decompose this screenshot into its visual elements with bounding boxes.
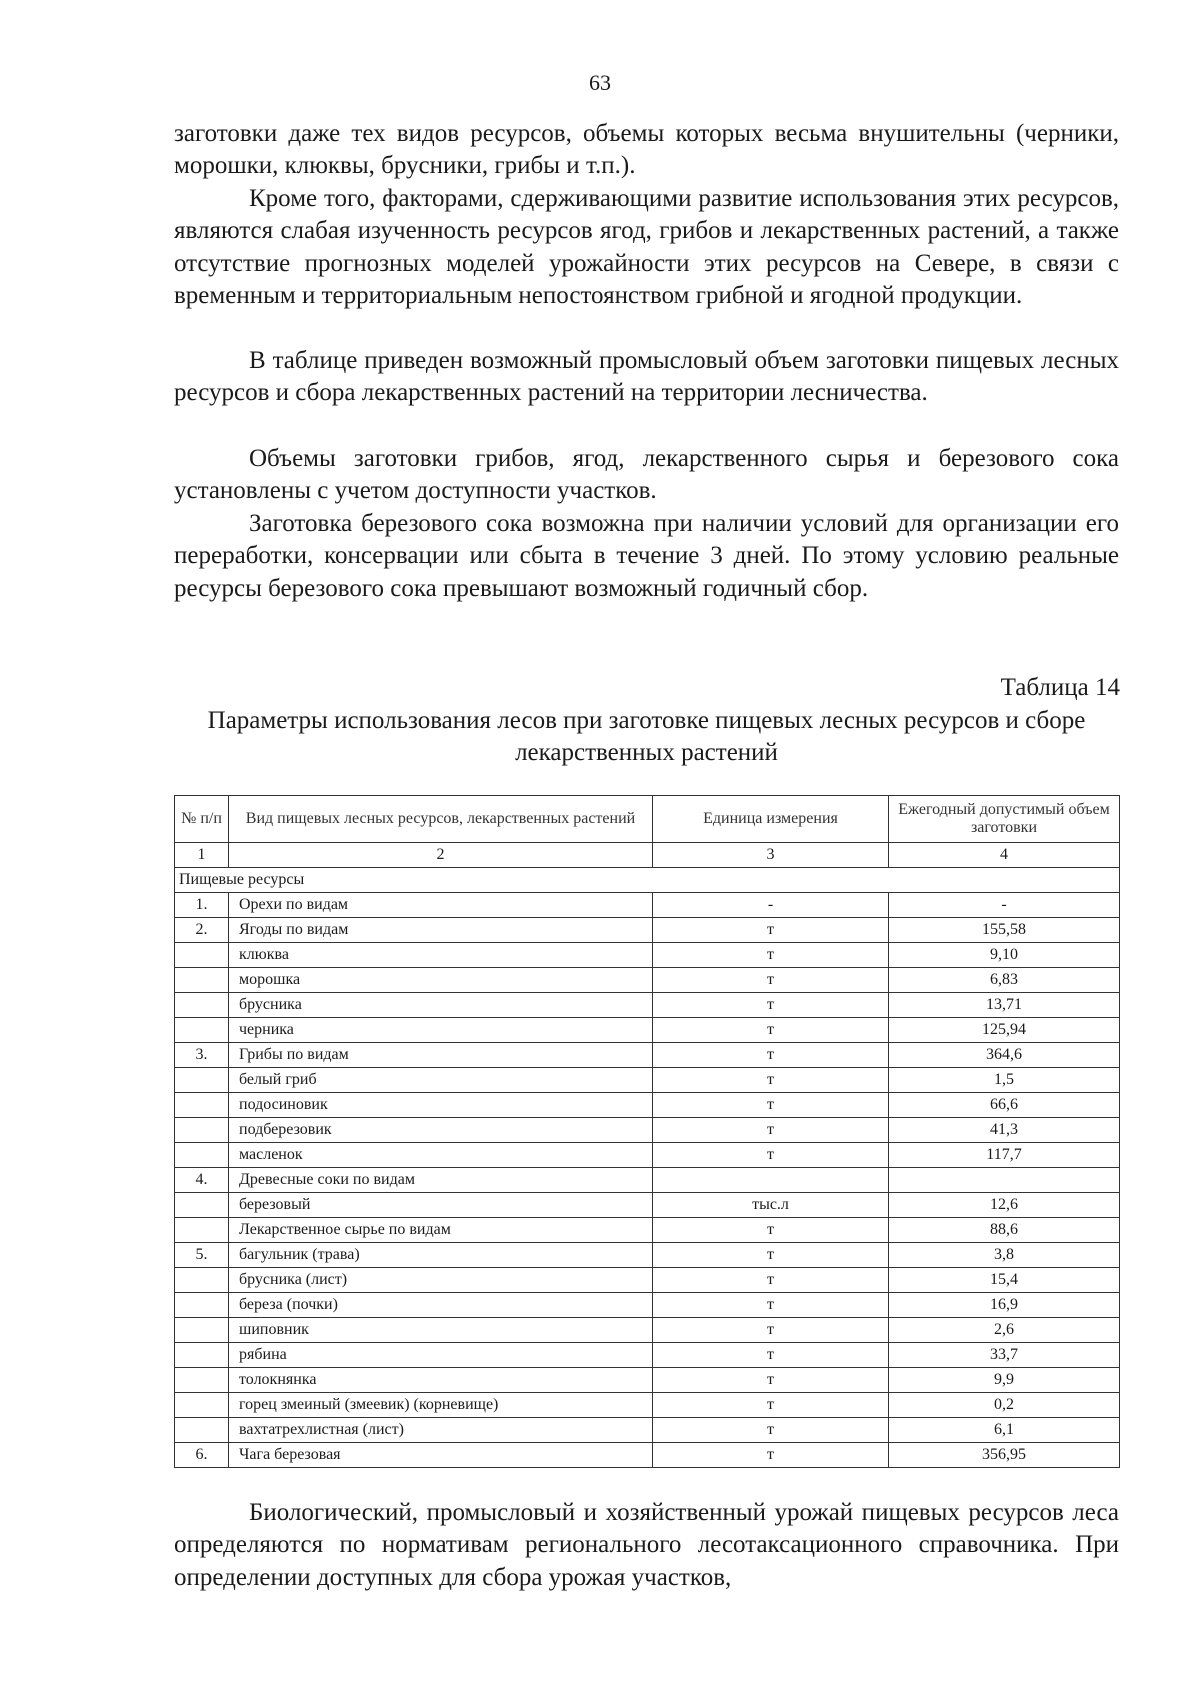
index-cell: 2	[229, 843, 653, 868]
row-unit: т	[653, 1143, 889, 1168]
row-unit: т	[653, 1368, 889, 1393]
row-name: шиповник	[229, 1318, 653, 1343]
row-value: 66,6	[889, 1093, 1120, 1118]
row-value: 364,6	[889, 1043, 1120, 1068]
row-value: 6,83	[889, 968, 1120, 993]
row-name: береза (почки)	[229, 1293, 653, 1318]
table-row	[175, 893, 1120, 918]
row-number	[175, 1293, 229, 1318]
row-value: 9,10	[889, 943, 1120, 968]
row-unit	[653, 1168, 889, 1193]
row-number	[175, 1368, 229, 1393]
row-value: 13,71	[889, 993, 1120, 1018]
row-name: черника	[229, 1018, 653, 1043]
row-name: подосиновик	[229, 1093, 653, 1118]
row-name: морошка	[229, 968, 653, 993]
row-number	[175, 1143, 229, 1168]
row-value: 41,3	[889, 1118, 1120, 1143]
table-row	[175, 1218, 1120, 1243]
column-index-row	[175, 843, 1120, 868]
row-unit: т	[653, 1318, 889, 1343]
paragraph-5: Заготовка березового сока возможна при наличии условий для организации его переработки, консервации или сбыта в течение 3 дней. По этому условию реальные ресурсы березового сока превышают возможный годичный сбор.	[174, 510, 1119, 602]
row-name: белый гриб	[229, 1068, 653, 1093]
row-number	[175, 943, 229, 968]
table-row	[175, 1293, 1120, 1318]
row-unit: тыс.л	[653, 1193, 889, 1218]
row-unit: т	[653, 1068, 889, 1093]
header-kind: Вид пищевых лесных ресурсов, лекарственных растений	[229, 796, 653, 843]
row-unit: т	[653, 1443, 889, 1468]
row-number	[175, 1018, 229, 1043]
row-number	[175, 1343, 229, 1368]
row-name: Древесные соки по видам	[229, 1168, 653, 1193]
row-number	[175, 1118, 229, 1143]
row-name: клюква	[229, 943, 653, 968]
table-row	[175, 1243, 1120, 1268]
row-value: 125,94	[889, 1018, 1120, 1043]
table-row	[175, 1043, 1120, 1068]
row-value: 0,2	[889, 1393, 1120, 1418]
row-value: 155,58	[889, 918, 1120, 943]
table-row	[175, 1168, 1120, 1193]
row-number: 5.	[175, 1243, 229, 1268]
row-name: Орехи по видам	[229, 893, 653, 918]
table-row	[175, 1268, 1120, 1293]
table-row	[175, 1443, 1120, 1468]
paragraph-2: Кроме того, факторами, сдерживающими развитие использования этих ресурсов, являются слабая изученность ресурсов ягод, грибов и лекарственных растений, а также отсутствие прогнозных моделей урожайности этих ресурсов на Севере, в связи с временным и территориальным непостоянством грибной и ягодной продукции.	[174, 185, 1119, 310]
row-value: 356,95	[889, 1443, 1120, 1468]
row-unit: т	[653, 968, 889, 993]
table-number: Таблица 14	[1000, 674, 1120, 701]
table-row	[175, 918, 1120, 943]
table-row	[175, 1143, 1120, 1168]
row-name: березовый	[229, 1193, 653, 1218]
row-name: Ягоды по видам	[229, 918, 653, 943]
row-value: 1,5	[889, 1068, 1120, 1093]
row-number	[175, 1318, 229, 1343]
paragraph-bottom: Биологический, промысловый и хозяйственный урожай пищевых ресурсов леса определяются по нормативам регионального лесотаксационного справочника. При определении доступных для сбора урожая участков,	[174, 1499, 1119, 1591]
row-name: Чага березовая	[229, 1443, 653, 1468]
row-name: брусника	[229, 993, 653, 1018]
row-unit: т	[653, 1393, 889, 1418]
row-name: горец змеиный (змеевик) (корневище)	[229, 1393, 653, 1418]
paragraph-1: заготовки даже тех видов ресурсов, объемы которых весьма внушительны (черники, морошки, клюквы, брусники, грибы и т.п.).	[174, 120, 1119, 180]
row-unit: т	[653, 1018, 889, 1043]
row-value: 6,1	[889, 1418, 1120, 1443]
table-row	[175, 1068, 1120, 1093]
row-number	[175, 993, 229, 1018]
row-value: -	[889, 893, 1120, 918]
row-value: 15,4	[889, 1268, 1120, 1293]
row-number: 4.	[175, 1168, 229, 1193]
row-value: 88,6	[889, 1218, 1120, 1243]
row-number	[175, 1418, 229, 1443]
row-name: Лекарственное сырье по видам	[229, 1218, 653, 1243]
table-row	[175, 1418, 1120, 1443]
paragraph-4: Объемы заготовки грибов, ягод, лекарственного сырья и березового сока установлены с учетом доступности участков.	[174, 445, 1119, 505]
row-unit: т	[653, 1343, 889, 1368]
table-row	[175, 1118, 1120, 1143]
row-unit: т	[653, 1293, 889, 1318]
row-number	[175, 968, 229, 993]
row-unit: т	[653, 1093, 889, 1118]
row-unit: т	[653, 1268, 889, 1293]
table-row	[175, 1393, 1120, 1418]
row-number	[175, 1393, 229, 1418]
row-number: 1.	[175, 893, 229, 918]
header-unit: Единица измерения	[653, 796, 889, 843]
row-unit: т	[653, 1418, 889, 1443]
paragraph-3: В таблице приведен возможный промысловый объем заготовки пищевых лесных ресурсов и сбора лекарственных растений на территории лесничества.	[174, 347, 1119, 407]
row-number	[175, 1218, 229, 1243]
row-name: толокнянка	[229, 1368, 653, 1393]
row-number: 6.	[175, 1443, 229, 1468]
row-unit: т	[653, 1243, 889, 1268]
row-name: вахтатрехлистная (лист)	[229, 1418, 653, 1443]
row-name: Грибы по видам	[229, 1043, 653, 1068]
section-row	[175, 868, 1120, 893]
table-row	[175, 1368, 1120, 1393]
page-number: 63	[589, 70, 611, 95]
table-title: Параметры использования лесов при заготовке пищевых лесных ресурсов и сборе лекарственных растений	[207, 707, 1086, 766]
row-value: 33,7	[889, 1343, 1120, 1368]
row-name: подберезовик	[229, 1118, 653, 1143]
row-name: масленок	[229, 1143, 653, 1168]
resources-table	[174, 795, 1120, 1468]
row-number	[175, 1268, 229, 1293]
header-volume: Ежегодный допустимый объем заготовки	[889, 796, 1120, 843]
table-row	[175, 968, 1120, 993]
row-number	[175, 1068, 229, 1093]
row-unit: т	[653, 943, 889, 968]
row-value	[889, 1168, 1120, 1193]
row-value: 2,6	[889, 1318, 1120, 1343]
row-value: 3,8	[889, 1243, 1120, 1268]
header-num: № п/п	[175, 796, 229, 843]
table-row	[175, 1018, 1120, 1043]
row-name: брусника (лист)	[229, 1268, 653, 1293]
row-unit: -	[653, 893, 889, 918]
row-value: 9,9	[889, 1368, 1120, 1393]
row-number	[175, 1193, 229, 1218]
section-label: Пищевые ресурсы	[175, 868, 1120, 893]
row-unit: т	[653, 1043, 889, 1068]
row-value: 16,9	[889, 1293, 1120, 1318]
row-number: 2.	[175, 918, 229, 943]
row-name: багульник (трава)	[229, 1243, 653, 1268]
table-row	[175, 1318, 1120, 1343]
row-value: 12,6	[889, 1193, 1120, 1218]
table-row	[175, 993, 1120, 1018]
index-cell: 4	[889, 843, 1120, 868]
table-header-row	[175, 796, 1120, 843]
row-name: рябина	[229, 1343, 653, 1368]
row-unit: т	[653, 993, 889, 1018]
table-row	[175, 1093, 1120, 1118]
row-unit: т	[653, 1218, 889, 1243]
index-cell: 3	[653, 843, 889, 868]
row-number: 3.	[175, 1043, 229, 1068]
index-cell: 1	[175, 843, 229, 868]
row-unit: т	[653, 918, 889, 943]
row-value: 117,7	[889, 1143, 1120, 1168]
row-unit: т	[653, 1118, 889, 1143]
table-row	[175, 943, 1120, 968]
table-row	[175, 1193, 1120, 1218]
table-row	[175, 1343, 1120, 1368]
row-number	[175, 1093, 229, 1118]
